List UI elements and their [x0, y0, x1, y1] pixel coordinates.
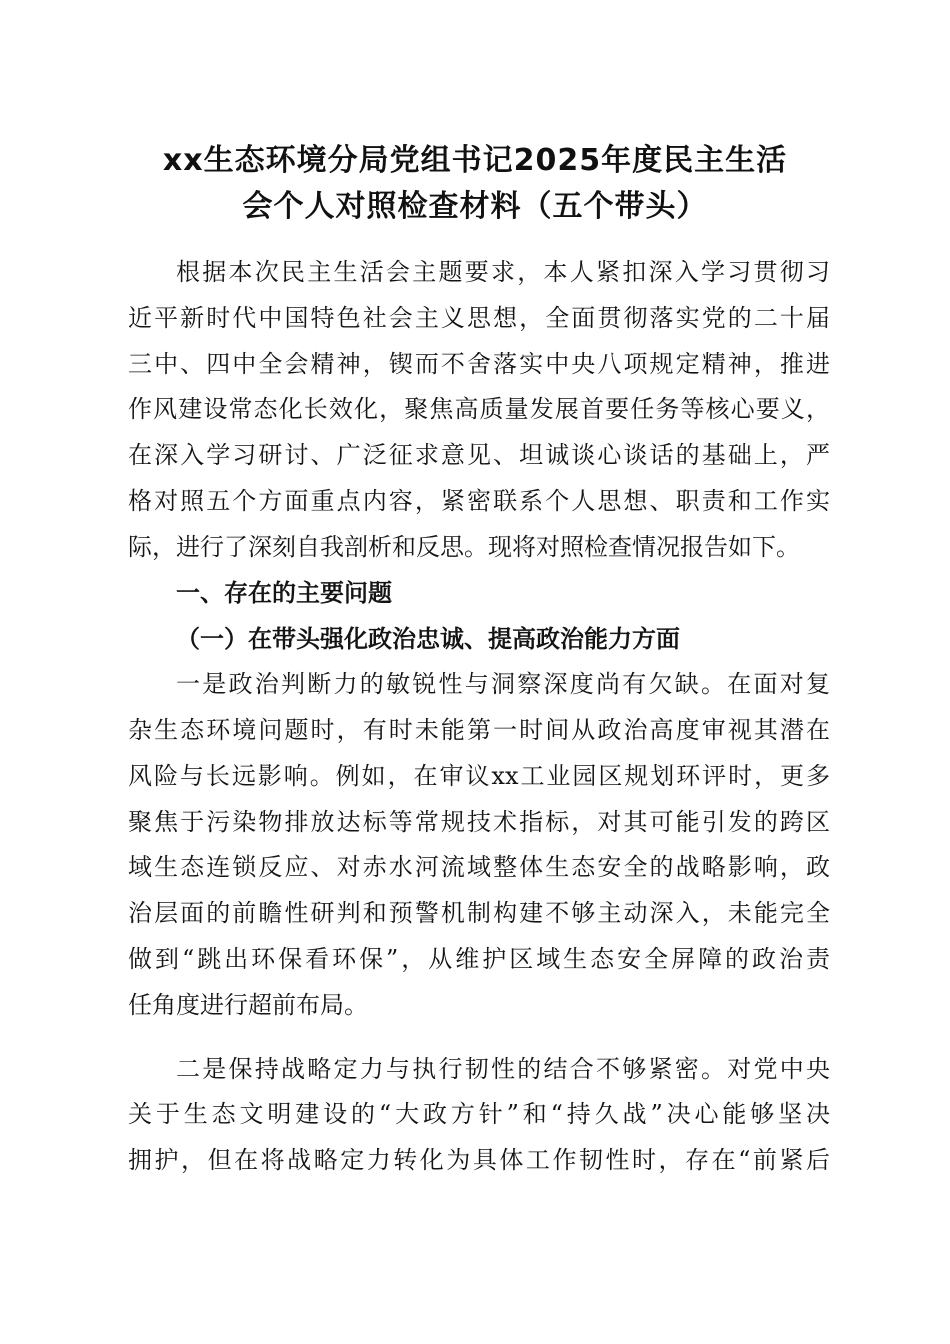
point-two-line: 关于生态文明建设的“大政方针”和“持久战”决心能够坚决 — [128, 1100, 830, 1129]
point-two-paragraph — [128, 1047, 830, 1184]
intro-line: 际，进行了深刻自我剖析和反思。现将对照检查情况报告如下。 — [128, 532, 800, 561]
point-one-line: 聚焦于污染物排放达标等常规技术指标，对其可能引发的跨区 — [128, 807, 830, 836]
intro-line: 近平新时代中国特色社会主义思想，全面贯彻落实党的二十届 — [128, 303, 830, 332]
point-one-line: 风险与长远影响。例如，在审议xx工业园区规划环评时，更多 — [128, 761, 830, 790]
point-two-line: 拥护，但在将战略定力转化为具体工作韧性时，存在“前紧后 — [128, 1146, 830, 1175]
title-line-1: xx生态环境分局党组书记2025年度民主生活 — [162, 143, 788, 178]
paragraph-gap — [128, 1029, 830, 1047]
title-line-2: 会个人对照检查材料（五个带头） — [242, 189, 708, 224]
point-one-line: 一是政治判断力的敏锐性与洞察深度尚有欠缺。在面对复 — [176, 670, 830, 699]
point-one-line: 域生态连锁反应、对赤水河流域整体生态安全的战略影响，政 — [128, 853, 830, 882]
point-one-line: 任角度进行超前布局。 — [128, 990, 368, 1019]
point-one-paragraph — [128, 662, 830, 1028]
intro-line: 三中、四中全会精神，锲而不舍落实中央八项规定精神，推进 — [128, 349, 830, 378]
document-title — [100, 138, 850, 230]
point-one-line: 杂生态环境问题时，有时未能第一时间从政治高度审视其潜在 — [128, 715, 830, 744]
subsection-heading: （一）在带头强化政治忠诚、提高政治能力方面 — [176, 624, 680, 654]
intro-line: 在深入学习研讨、广泛征求意见、坦诚谈心谈话的基础上，严 — [128, 441, 830, 470]
document-body — [128, 250, 830, 1184]
intro-line: 根据本次民主生活会主题要求，本人紧扣深入学习贯彻习 — [176, 258, 830, 286]
intro-paragraph — [128, 250, 830, 571]
point-two-line: 二是保持战略定力与执行韧性的结合不够紧密。对党中央 — [176, 1054, 830, 1083]
point-one-line: 做到“跳出环保看环保”，从维护区域生态安全屏障的政治责 — [128, 944, 830, 973]
intro-line: 格对照五个方面重点内容，紧密联系个人思想、职责和工作实 — [128, 486, 830, 515]
intro-line: 作风建设常态化长效化，聚焦高质量发展首要任务等核心要义， — [128, 395, 830, 424]
point-one-line: 治层面的前瞻性研判和预警机制构建不够主动深入，未能完全 — [128, 899, 830, 928]
section-heading: 一、存在的主要问题 — [176, 578, 392, 607]
